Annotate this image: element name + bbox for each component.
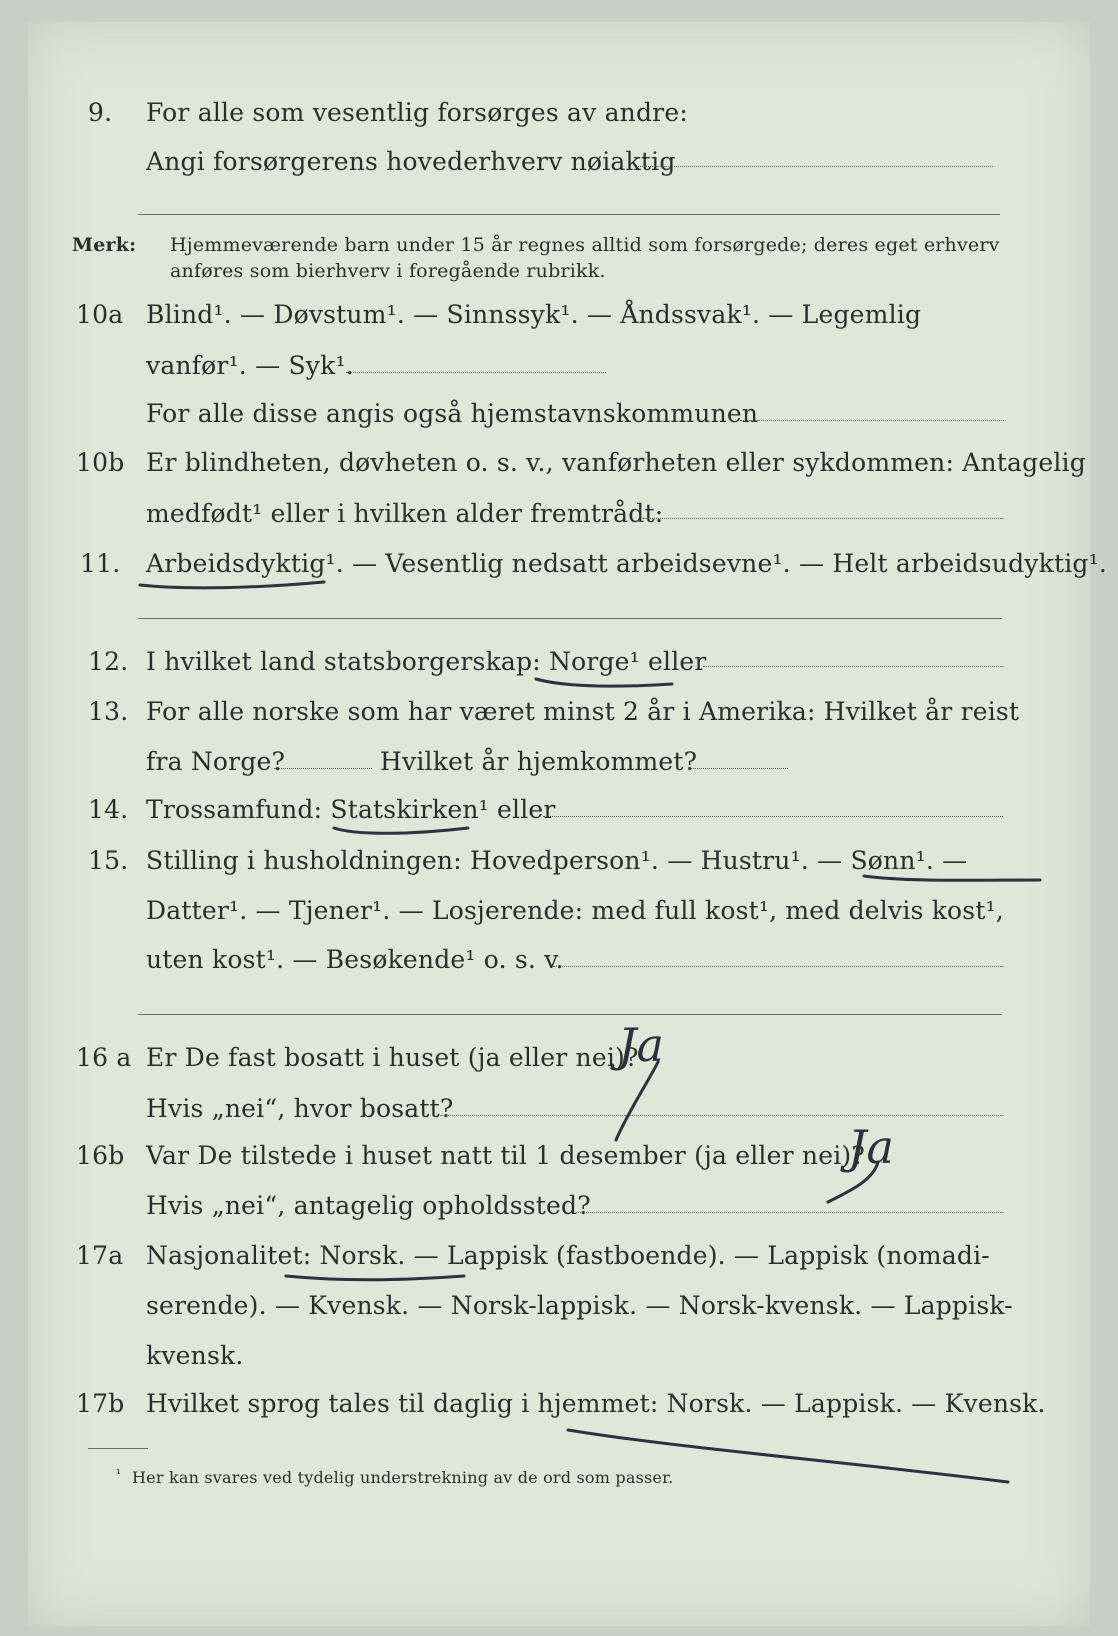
question-text: medfødt¹ eller i hvilken alder fremtrådt: — [146, 499, 664, 528]
census-form-page — [28, 22, 1107, 1626]
question-number: 12. — [88, 647, 129, 676]
answer-line-10b[interactable] — [643, 518, 1003, 519]
question-text: Trossamfund: Statskirken¹ eller — [146, 795, 556, 824]
question-text: For alle norske som har været minst 2 år i Amerika: Hvilket år reist — [146, 697, 1020, 726]
question-text: Hvis „nei“, hvor bosatt? — [146, 1094, 454, 1123]
handwritten-answer-16a: Ja — [618, 1018, 664, 1072]
footnote-mark: ¹ — [116, 1467, 122, 1481]
question-number: 17b — [76, 1389, 125, 1418]
question-text: Arbeidsdyktig¹. — Vesentlig nedsatt arbeidsevne¹. — Helt arbeidsudyktig¹. — [146, 549, 1107, 578]
question-text: Hvis „nei“, antagelig opholdssted? — [146, 1191, 591, 1220]
question-text: Hvilket år hjemkommet? — [380, 747, 698, 776]
answer-line-13-return[interactable] — [688, 768, 788, 769]
question-number: 15. — [88, 846, 129, 875]
question-number: 10a — [76, 300, 124, 329]
question-text: Hvilket sprog tales til daglig i hjemmet: Norsk. — Lappisk. — Kvensk. — [146, 1389, 1046, 1418]
question-text: fra Norge? — [146, 747, 286, 776]
question-number: 11. — [80, 549, 121, 578]
footnote-divider — [88, 1448, 148, 1449]
underline-statskirken — [334, 828, 468, 833]
underline-norsk — [286, 1276, 464, 1280]
question-number: 13. — [88, 697, 129, 726]
answer-line-9[interactable] — [638, 166, 993, 167]
question-text: Datter¹. — Tjener¹. — Losjerende: med full kost¹, med delvis kost¹, — [146, 896, 1004, 925]
underline-norge — [536, 679, 672, 686]
question-text: vanfør¹. — Syk¹. — [146, 351, 354, 380]
answer-line-11[interactable] — [138, 618, 1002, 619]
question-text: Er De fast bosatt i huset (ja eller nei)? — [146, 1043, 639, 1072]
question-text: For alle som vesentlig forsørges av andre: — [146, 98, 688, 127]
answer-line-12[interactable] — [703, 666, 1003, 667]
question-number: 9. — [88, 98, 113, 127]
underline-arbeidsdyktig — [140, 582, 324, 588]
question-text: Angi forsørgerens hovederhverv nøiaktig — [146, 147, 676, 176]
question-number: 10b — [76, 448, 125, 477]
answer-line-13-left[interactable] — [274, 768, 372, 769]
question-number: 16b — [76, 1141, 125, 1170]
answer-line-15[interactable] — [553, 966, 1003, 967]
handwritten-answer-16b: Ja — [848, 1120, 894, 1174]
question-text: Er blindheten, døvheten o. s. v., vanførheten eller sykdommen: Antagelig — [146, 448, 1086, 477]
answer-line-16b[interactable] — [576, 1212, 1003, 1213]
answer-line-10a[interactable] — [346, 372, 606, 373]
footnote-text: Her kan svares ved tydelig understrekning av de ord som passer. — [132, 1468, 674, 1487]
question-text: Nasjonalitet: Norsk. — Lappisk (fastboende). — Lappisk (nomadi- — [146, 1241, 990, 1270]
question-text: Stilling i husholdningen: Hovedperson¹. — Hustru¹. — Sønn¹. — — [146, 846, 968, 875]
question-text: uten kost¹. — Besøkende¹ o. s. v. — [146, 945, 564, 974]
question-text: Var De tilstede i huset natt til 1 desember (ja eller nei)? — [146, 1141, 865, 1170]
question-number: 17a — [76, 1241, 124, 1270]
question-number: 14. — [88, 795, 129, 824]
note-text: Hjemmeværende barn under 15 år regnes alltid som forsørgede; deres eget erhverv — [170, 234, 1000, 256]
question-number: 16 a — [76, 1043, 132, 1072]
answer-line-16a[interactable] — [440, 1115, 1003, 1116]
answer-line-10a-home[interactable] — [740, 420, 1004, 421]
note-text: anføres som bierhverv i foregående rubrikk. — [170, 260, 606, 282]
question-text: I hvilket land statsborgerskap: Norge¹ eller — [146, 647, 707, 676]
note-label: Merk: — [72, 234, 137, 256]
answer-line-15b[interactable] — [138, 1014, 1002, 1015]
question-text: Blind¹. — Døvstum¹. — Sinnssyk¹. — Åndssvak¹. — Legemlig — [146, 300, 922, 329]
question-text: For alle disse angis også hjemstavnskommunen — [146, 399, 759, 428]
question-text: serende). — Kvensk. — Norsk-lappisk. — Norsk-kvensk. — Lappisk- — [146, 1291, 1013, 1320]
answer-line-14[interactable] — [543, 816, 1003, 817]
answer-line-9b[interactable] — [138, 214, 1000, 215]
question-text: kvensk. — [146, 1341, 244, 1370]
